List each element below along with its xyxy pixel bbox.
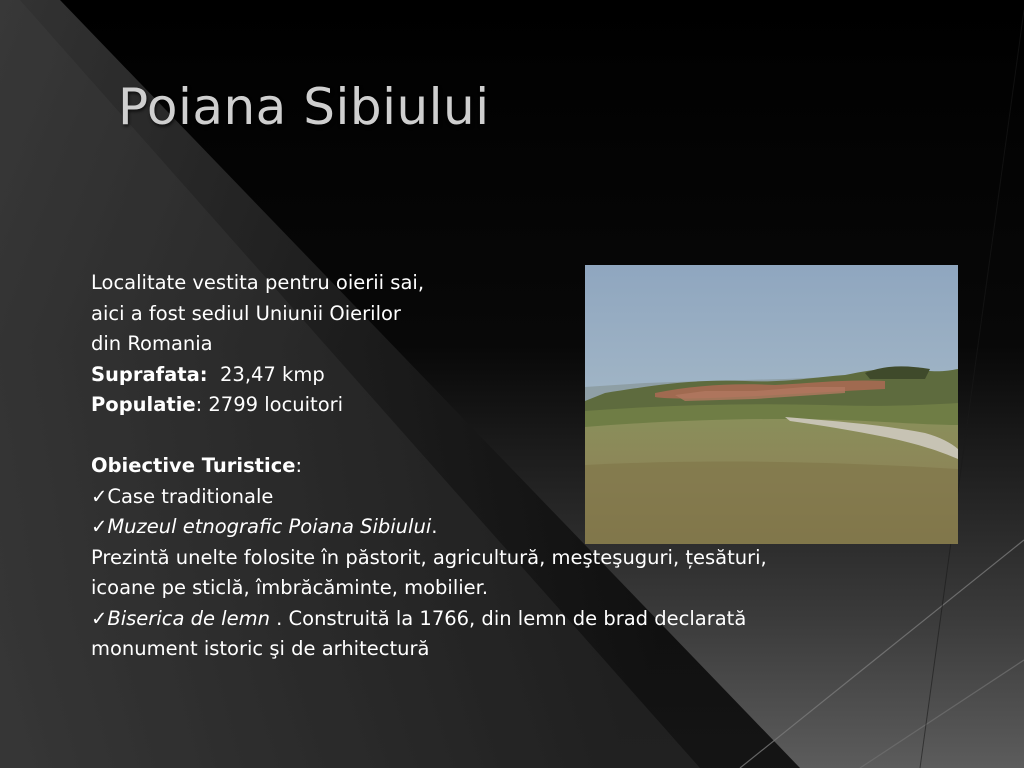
attraction-description-line: icoane pe sticlă, îmbrăcăminte, mobilier. [91,576,489,599]
attraction-item [91,604,951,635]
attractions-heading-suffix: : [295,454,303,477]
checkmark-icon: ✓ [91,484,108,508]
slide-title: Poiana Sibiului [118,78,490,136]
attraction-name: Biserica de lemn [107,606,270,630]
attraction-name: Case traditionale [107,484,274,508]
area-value: 23,47 kmp [220,362,325,386]
attraction-suffix: . [431,515,438,538]
intro-line: din Romania [91,332,213,355]
area-label: Suprafata [91,362,200,386]
intro-line: aici a fost sediul Uniunii Oierilor [91,301,401,325]
attractions-heading: Obiective Turistice [91,454,296,477]
population-value: 2799 locuitori [208,393,344,416]
landscape-photo-image [585,265,958,544]
checkmark-icon: ✓ [91,515,108,538]
attraction-description-line: monument istoric şi de arhitectură [91,637,430,660]
checkmark-icon: ✓ [91,606,108,630]
intro-line: Localitate vestita pentru oierii sai, [91,271,425,294]
attraction-description-line: Prezintă unelte folosite în păstorit, agricultură, meşteşuguri, țesături, [91,545,767,569]
landscape-photo [585,265,958,544]
area-separator: : [199,362,208,386]
attraction-name: Muzeul etnografic Poiana Sibiului [107,515,432,538]
attraction-suffix: . Construită la 1766, din lemn de brad declarată [269,606,747,630]
population-separator: : [195,393,203,416]
population-label: Populatie [91,393,196,416]
